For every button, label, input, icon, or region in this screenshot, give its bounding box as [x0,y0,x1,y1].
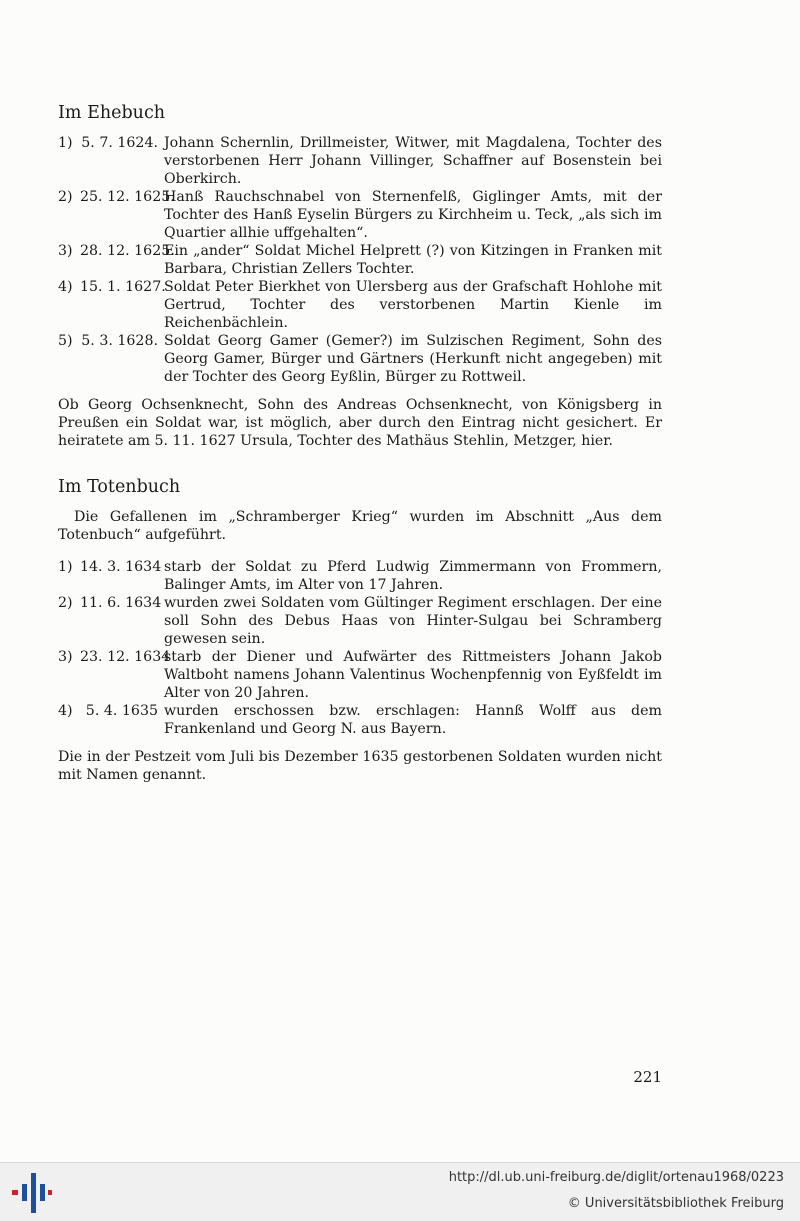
ehebuch-note: Ob Georg Ochsenknecht, Sohn des Andreas Ochsenknecht, von Königsberg in Preußen ein Soldat war, ist möglich, aber durch den Eintrag nicht gesichert. Er heiratete am 5. 11. 1627 Ursula, Tochter des Mathäus Stehlin, Metzger, hier. [58,397,662,449]
totenbuch-section [58,478,662,784]
page-content [58,104,662,798]
entry-text: starb der Soldat zu Pferd Ludwig Zimmermann von Frommern, Balinger Amts, im Alter von 17 Jahren. [164,559,662,593]
entry-number: 4) [58,279,73,295]
totenbuch-note: Die in der Pestzeit vom Juli bis Dezember 1635 gestorbenen Soldaten wurden nicht mit Namen genannt. [58,749,662,783]
entry-text: Soldat Georg Gamer (Gemer?) im Sulzischen Regiment, Sohn des Georg Gamer, Bürger und Gärtners (Herkunft nicht angegeben) mit der Tochter des Georg Eyßlin, Bürger zu Rottweil. [164,333,662,385]
viewer-footer [0,1162,800,1221]
entry-number: 4) [58,703,73,719]
totenbuch-entry [58,558,662,594]
entry-number: 5) [58,333,73,349]
entry-text: Johann Schernlin, Drillmeister, Witwer, mit Magdalena, Tochter des verstorbenen Herr Johann Villinger, Schaffner auf Bosenstein bei Oberkirch. [164,135,662,187]
section-heading-totenbuch: Im Totenbuch [58,477,181,497]
totenbuch-entry [58,648,662,702]
entry-date: 5. 3. 1628. [81,333,158,349]
ehebuch-entry [58,242,662,278]
entry-number: 3) [58,649,73,665]
entry-date: 25. 12. 1625. [80,189,175,205]
entry-date: 15. 1. 1627. [80,279,166,295]
ehebuch-entry [58,332,662,386]
entry-number: 1) [58,559,73,575]
totenbuch-intro: Die Gefallenen im „Schramberger Krieg“ wurden im Abschnitt „Aus dem Totenbuch“ aufgeführt. [58,509,662,543]
ehebuch-entry [58,188,662,242]
ehebuch-list [58,134,662,386]
page-number: 221 [633,1068,662,1086]
entry-number: 3) [58,243,73,259]
entry-date: 28. 12. 1625. [80,243,175,259]
entry-text: Soldat Peter Bierkhet von Ulersberg aus der Grafschaft Hohlohe mit Gertrud, Tochter des verstorbenen Martin Kienle im Reichenbächlein. [164,279,662,331]
totenbuch-entry [58,702,662,738]
ehebuch-entry [58,278,662,332]
entry-text: Hanß Rauchschnabel von Sternenfelß, Giglinger Amts, mit der Tochter des Hanß Eyselin Bürgers zu Kirchheim u. Teck, „als sich im Quartier allhie uffgehalten“. [164,189,662,241]
entry-date: 14. 3. 1634 [80,559,162,575]
copyright-notice: © Universitätsbibliothek Freiburg [567,1196,784,1211]
ehebuch-entry [58,134,662,188]
entry-date: 5. 7. 1624. [81,135,158,151]
entry-date: 23. 12. 1634 [80,649,171,665]
section-heading-ehebuch: Im Ehebuch [58,103,166,123]
entry-text: Ein „ander“ Soldat Michel Helprett (?) von Kitzingen in Franken mit Barbara, Christian Zellers Tochter. [164,243,662,277]
entry-text: starb der Diener und Aufwärter des Rittmeisters Johann Jakob Waltboht namens Johann Valentinus Wochenpfennig von Eyßfeldt im Alter von 20 Jahren. [164,649,662,701]
entry-number: 2) [58,189,73,205]
entry-date: 5. 4. 1635 [85,703,158,719]
totenbuch-entry [58,594,662,648]
entry-number: 2) [58,595,73,611]
entry-date: 11. 6. 1634 [80,595,162,611]
entry-number: 1) [58,135,73,151]
entry-text: wurden zwei Soldaten vom Gültinger Regiment erschlagen. Der eine soll Sohn des Debus Haas von Hinter-Sulgau bei Schramberg gewesen sein. [164,595,662,647]
ub-freiburg-logo-icon [12,1173,52,1213]
entry-text: wurden erschossen bzw. erschlagen: Hannß Wolff aus dem Frankenland und Georg N. aus Bayern. [164,703,662,737]
totenbuch-list [58,558,662,738]
permalink-url[interactable]: http://dl.ub.uni-freiburg.de/diglit/ortenau1968/0223 [448,1170,784,1185]
